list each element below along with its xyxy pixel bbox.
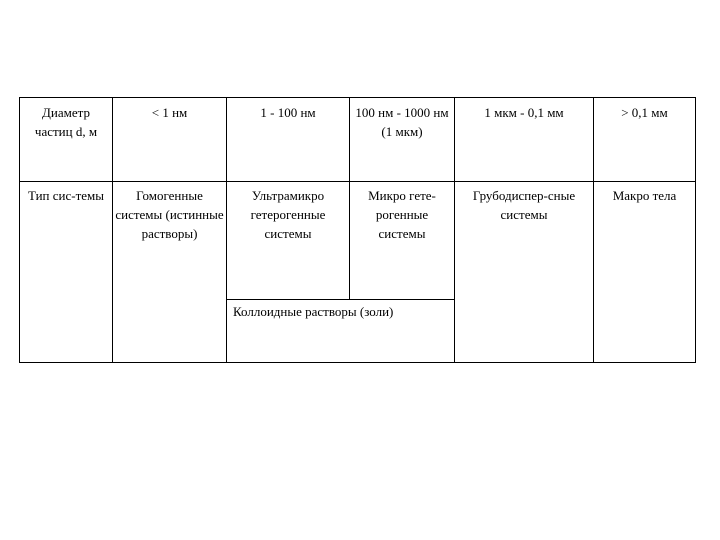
header-cell-lt-1nm: < 1 нм [113, 98, 227, 182]
colloid-solutions-cell: Коллоидные растворы (золи) [227, 300, 455, 363]
macro-bodies-cell: Макро тела [594, 182, 696, 363]
header-cell-gt-01mm: > 0,1 мм [594, 98, 696, 182]
homogeneous-systems-cell: Гомогенные системы (истинные растворы) [113, 182, 227, 363]
type-label-cell: Тип сис-темы [20, 182, 113, 363]
coarse-systems-cell: Грубодиспер-сные системы [455, 182, 594, 363]
ultramicro-systems-cell: Ультрамикро гетерогенные системы [227, 182, 350, 300]
header-cell-1-100nm: 1 - 100 нм [227, 98, 350, 182]
micro-systems-cell: Микро гете-рогенные системы [350, 182, 455, 300]
header-cell-1um-01mm: 1 мкм - 0,1 мм [455, 98, 594, 182]
dispersion-table [19, 97, 696, 363]
header-cell-100-1000nm: 100 нм - 1000 нм (1 мкм) [350, 98, 455, 182]
header-cell-diameter: Диаметр частиц d, м [20, 98, 113, 182]
table-header-row [20, 98, 696, 182]
table-type-row [20, 182, 696, 300]
